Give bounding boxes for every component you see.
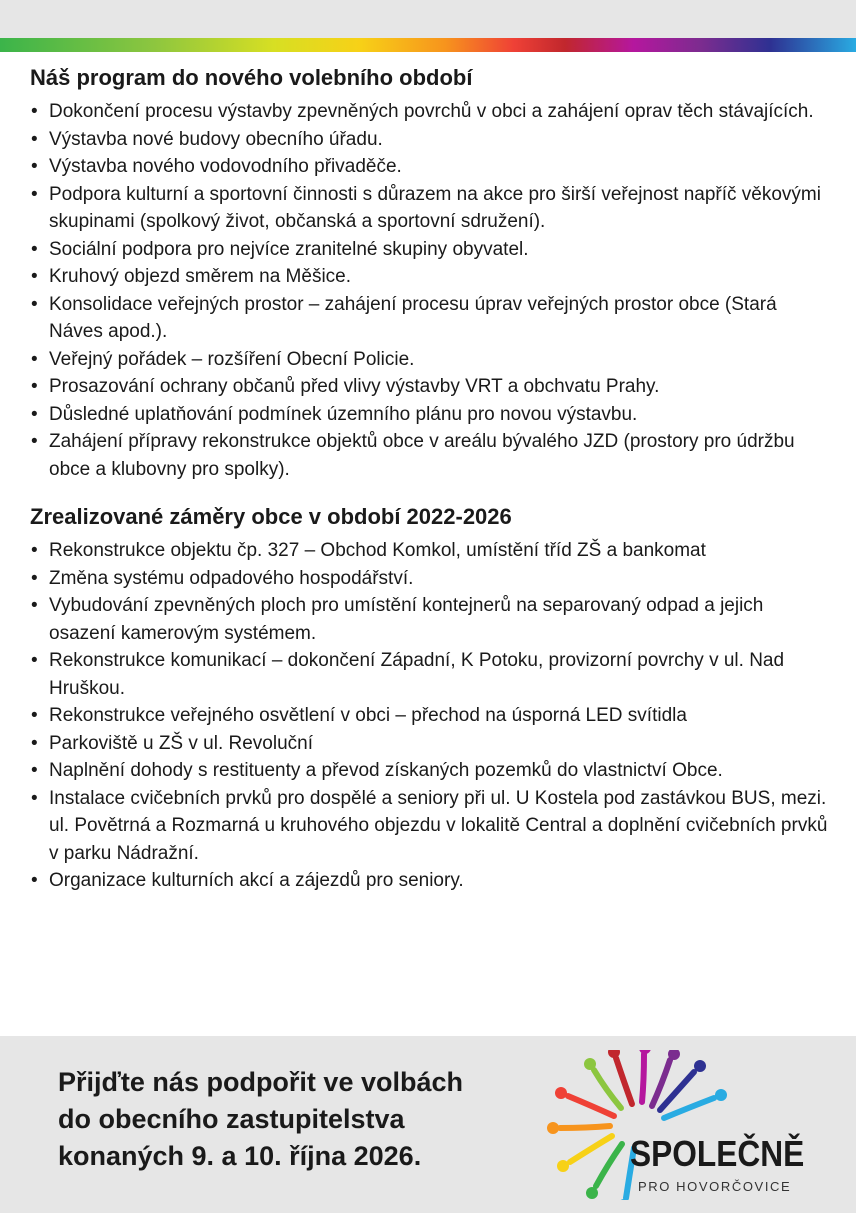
achievements-heading: Zrealizované záměry obce v období 2022-2026	[30, 504, 512, 529]
list-item: • Naplnění dohody s restituenty a převod získaných pozemků do vlastnictví Obce.	[30, 757, 830, 785]
list-item: • Veřejný pořádek – rozšíření Obecní Policie.	[30, 346, 830, 374]
list-item: • Organizace kulturních akcí a zájezdů pro seniory.	[30, 867, 830, 895]
list-item: • Instalace cvičebních prvků pro dospělé a seniory při ul. U Kostela pod zastávkou BUS, mezi. ul. Povětrná a Rozmarná u kruhového objezdu v lokalitě Central a doplnění cvičebních prvků v parku Nádražní.	[30, 785, 830, 868]
top-banner-strip	[0, 0, 856, 38]
list-item: • Rekonstrukce komunikací – dokončení Západní, K Potoku, provizorní povrchy v ul. Nad Hruškou.	[30, 647, 830, 702]
list-item: • Podpora kulturní a sportovní činnosti s důrazem na akce pro širší veřejnost napříč věkovými skupinami (spolkový život, občanská a sportovní sdružení).	[30, 181, 830, 236]
list-item: • Dokončení procesu výstavby zpevněných povrchů v obci a zahájení oprav těch stávajících.	[30, 98, 830, 126]
list-item: • Výstavba nové budovy obecního úřadu.	[30, 126, 830, 154]
list-item: • Důsledné uplatňování podmínek územního plánu pro novou výstavbu.	[30, 401, 830, 429]
list-item: • Kruhový objezd směrem na Měšice.	[30, 263, 830, 291]
program-heading: Náš program do nového volebního období	[30, 65, 473, 90]
cta-line: do obecního zastupitelstva	[58, 1104, 405, 1134]
footer-panel	[0, 1036, 856, 1213]
logo-subtitle: PRO HOVORČOVICE	[638, 1179, 792, 1194]
list-item: • Prosazování ochrany občanů před vlivy výstavby VRT a obchvatu Prahy.	[30, 373, 830, 401]
list-item: • Zahájení přípravy rekonstrukce objektů obce v areálu bývalého JZD (prostory pro údržbu obce a klubovny pro spolky).	[30, 428, 830, 483]
cta-line: konaných 9. a 10. října 2026.	[58, 1141, 422, 1171]
people-burst-icon	[546, 1050, 806, 1200]
list-item: • Rekonstrukce objektu čp. 327 – Obchod Komkol, umístění tříd ZŠ a bankomat	[30, 537, 830, 565]
spolecne-logo	[546, 1050, 806, 1200]
achievements-list	[30, 537, 830, 895]
list-item: • Výstavba nového vodovodního přivaděče.	[30, 153, 830, 181]
list-item: • Konsolidace veřejných prostor – zahájení procesu úprav veřejných prostor obce (Stará Náves apod.).	[30, 291, 830, 346]
list-item: • Rekonstrukce veřejného osvětlení v obci – přechod na úsporná LED svítidla	[30, 702, 830, 730]
rainbow-divider	[0, 38, 856, 52]
logo-title: SPOLEČNĚ	[630, 1133, 805, 1174]
list-item: • Sociální podpora pro nejvíce zranitelné skupiny obyvatel.	[30, 236, 830, 264]
list-item: • Vybudování zpevněných ploch pro umístění kontejnerů na separovaný odpad a jejich osazení kamerovým systémem.	[30, 592, 830, 647]
list-item: • Parkoviště u ZŠ v ul. Revoluční	[30, 730, 830, 758]
list-item: • Změna systému odpadového hospodářství.	[30, 565, 830, 593]
call-to-action	[58, 1064, 463, 1175]
program-list	[30, 98, 830, 483]
main-content	[30, 64, 830, 895]
cta-line: Přijďte nás podpořit ve volbách	[58, 1067, 463, 1097]
